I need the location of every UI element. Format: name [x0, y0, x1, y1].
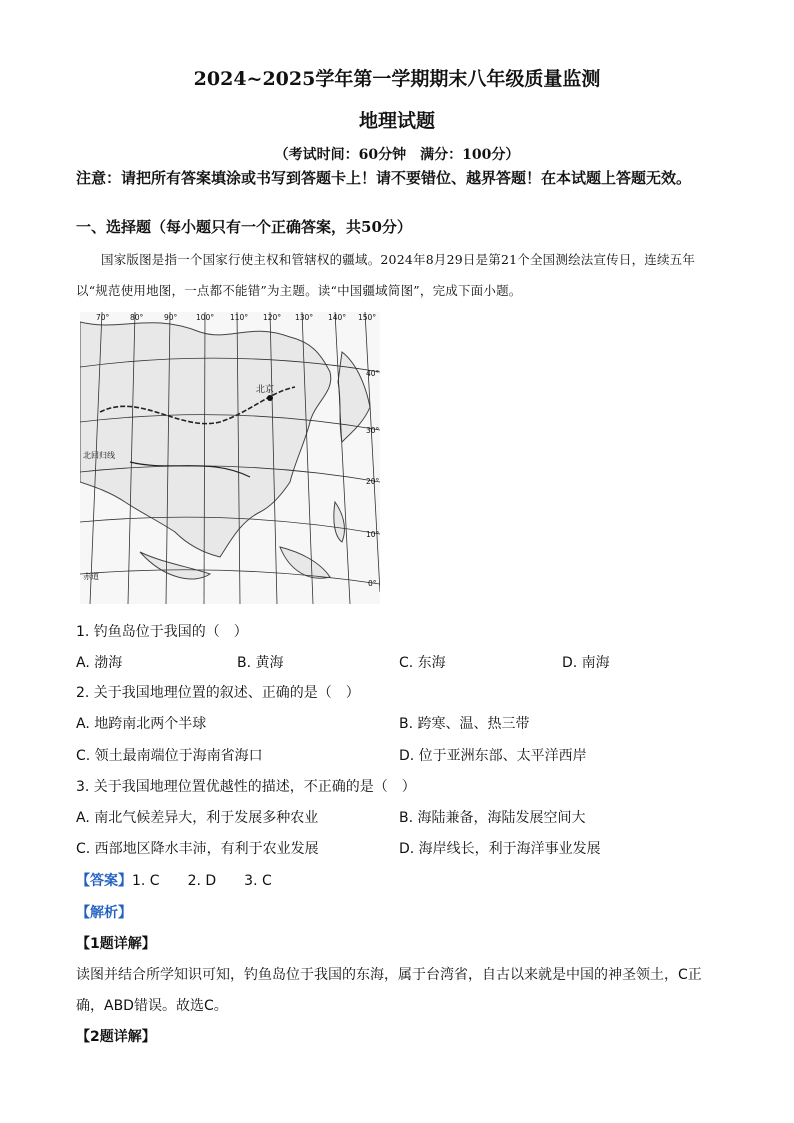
lon-label: 150°: [358, 313, 377, 322]
answer-values: 1. C 2. D 3. C: [132, 873, 272, 889]
lat-label: 20°: [366, 477, 380, 486]
tropic-label: 北回归线: [83, 451, 115, 460]
analysis-heading: 【解析】: [76, 905, 132, 921]
lon-label: 90°: [164, 313, 178, 322]
section-intro: 国家版图是指一个国家行使主权和管辖权的疆域。2024年8月29日是第21个全国测绘法宣传日，连续五年以“规范使用地图，一点都不能错”为主题。读“中国疆域简图”，完成下面小题。: [76, 252, 696, 298]
lon-label: 110°: [230, 313, 249, 322]
q1-detail-heading: 【1题详解】: [76, 936, 156, 952]
question-stem: 1. 钓鱼岛位于我国的（ ）: [76, 624, 248, 640]
q2-detail-heading: 【2题详解】: [76, 1029, 156, 1045]
section-heading: 一、选择题（每小题只有一个正确答案，共50分）: [76, 218, 412, 236]
equator-label: 赤道: [83, 572, 99, 581]
subject-title: 地理试题: [358, 110, 435, 132]
lat-label: 10°: [366, 530, 380, 539]
answer-line: [76, 870, 272, 890]
option: D. 南海: [562, 655, 610, 671]
answer-tag: 【答案】: [76, 873, 132, 889]
lon-label: 120°: [263, 313, 282, 322]
lat-label: 30°: [366, 426, 380, 435]
notice: 注意：请把所有答案填涂或书写到答题卡上！请不要错位、越界答题！在本试题上答题无效。: [76, 169, 692, 187]
lon-label: 140°: [328, 313, 347, 322]
option: C. 西部地区降水丰沛，有利于农业发展: [76, 841, 319, 857]
option: C. 领土最南端位于海南省海口: [76, 748, 263, 764]
exam-title: 2024~2025学年第一学期期末八年级质量监测: [193, 68, 601, 90]
lon-label: 130°: [295, 313, 314, 322]
lat-label: 40°: [366, 369, 380, 378]
exam-info: （考试时间：60分钟 满分：100分）: [274, 147, 520, 163]
map-svg: [80, 312, 380, 604]
lon-label: 100°: [196, 313, 215, 322]
option: A. 地跨南北两个半球: [76, 716, 207, 732]
option: A. 南北气候差异大，利于发展多种农业: [76, 810, 319, 826]
option: C. 东海: [399, 655, 446, 671]
lat-label: 0°: [368, 579, 377, 588]
question-stem: 2. 关于我国地理位置的叙述、正确的是（ ）: [76, 685, 360, 701]
option: B. 海陆兼备，海陆发展空间大: [399, 810, 586, 826]
q1-detail-text: 读图并结合所学知识可知，钓鱼岛位于我国的东海，属于台湾省，自古以来就是中国的神圣领土，C正确，ABD错误。故选C。: [76, 967, 702, 1014]
option: B. 黄海: [237, 655, 284, 671]
lon-label: 70°: [96, 313, 110, 322]
beijing-marker: [267, 395, 273, 401]
option: A. 渤海: [76, 655, 123, 671]
china-territory-map: [80, 312, 380, 604]
option: D. 海岸线长，利于海洋事业发展: [399, 841, 601, 857]
option: B. 跨寒、温、热三带: [399, 716, 530, 732]
option: D. 位于亚洲东部、太平洋西岸: [399, 748, 587, 764]
beijing-label: 北京: [256, 385, 275, 395]
question-stem: 3. 关于我国地理位置优越性的描述，不正确的是（ ）: [76, 779, 416, 795]
lon-label: 80°: [130, 313, 144, 322]
